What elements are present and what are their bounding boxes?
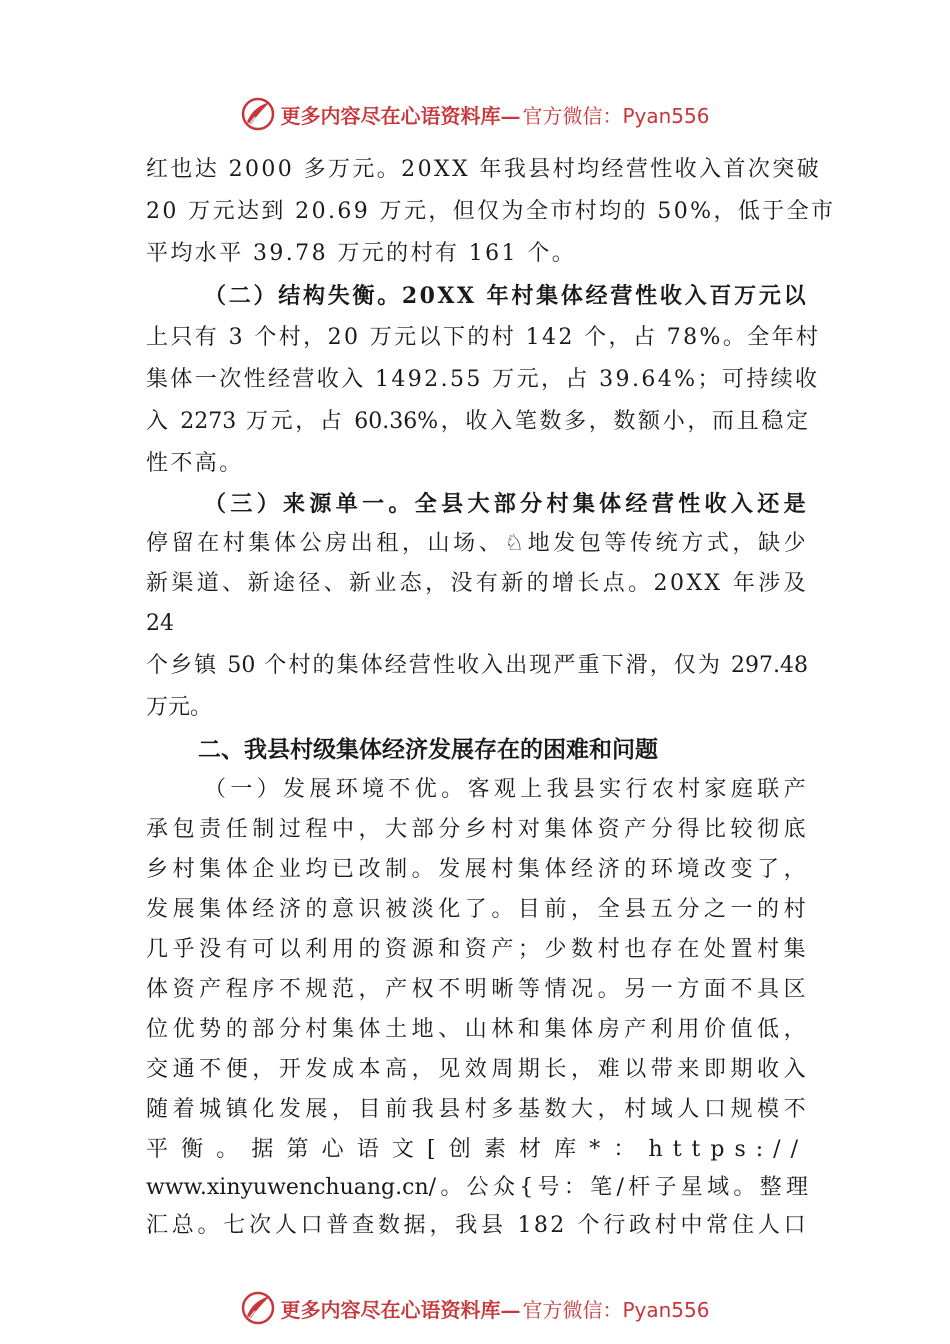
paragraph-line: 24: [146, 611, 174, 636]
paragraph-line: 体资产程序不规范，产权不明晰等情况。另一方面不具区: [146, 977, 808, 1002]
pen-logo-icon: [240, 1290, 276, 1326]
footer-banner: [0, 1288, 950, 1328]
paragraph-line: 平均水平 39.78 万元的村有 161 个。: [146, 241, 577, 266]
pen-logo-icon: [240, 96, 276, 132]
paragraph-line: 平衡。据第心语文[创素材库*：https://: [146, 1137, 808, 1162]
footer-banner-text: 更多内容尽在心语资料库—: [280, 1297, 521, 1322]
paragraph-line: （一）发展环境不优。客观上我县实行农村家庭联产: [204, 777, 808, 802]
header-banner: [0, 94, 950, 134]
header-banner-text: 更多内容尽在心语资料库—: [280, 103, 521, 128]
paragraph-line: 发展集体经济的意识被淡化了。目前，全县五分之一的村: [146, 897, 808, 922]
paragraph-line: 万元。: [146, 695, 213, 720]
footer-wechat-text: 官方微信：Pyan556: [522, 1297, 710, 1322]
paragraph-line: 交通不便，开发成本高，见效周期长，难以带来即期收入: [146, 1057, 808, 1082]
paragraph-line: 20 万元达到 20.69 万元，但仅为全市村均的 50%，低于全市: [146, 199, 836, 224]
paragraph-line: 汇总。七次人口普查数据，我县 182 个行政村中常住人口: [146, 1213, 808, 1238]
section-heading: 二、我县村级集体经济发展存在的困难和问题: [198, 737, 658, 763]
paragraph-line: 随着城镇化发展，目前我县村多基数大，村域人口规模不: [146, 1097, 808, 1122]
paragraph-line: 几乎没有可以利用的资源和资产；少数村也存在处置村集: [146, 937, 808, 962]
paragraph-line: 性不高。: [146, 451, 244, 476]
paragraph-line: 入 2273 万元，占 60.36%，收入笔数多，数额小，而且稳定: [146, 409, 808, 434]
paragraph-line: 集体一次性经营收入 1492.55 万元，占 39.64%；可持续收: [146, 367, 820, 392]
paragraph-line: 上只有 3 个村，20 万元以下的村 142 个，占 78%。全年村: [146, 325, 821, 350]
paragraph-line: 承包责任制过程中，大部分乡村对集体资产分得比较彻底: [146, 817, 808, 842]
paragraph-line: 位优势的部分村集体土地、山林和集体房产利用价值低，: [146, 1017, 808, 1042]
paragraph-line: 乡村集体企业均已改制。发展村集体经济的环境改变了，: [146, 857, 808, 882]
paragraph-line: 停留在村集体公房出租，山场、♘地发包等传统方式，缺少: [146, 531, 808, 556]
paragraph-line: 新渠道、新途径、新业态，没有新的增长点。20XX 年涉及: [146, 571, 808, 596]
header-wechat-text: 官方微信：Pyan556: [522, 103, 710, 128]
paragraph-line: （二）结构失衡。20XX 年村集体经营性收入百万元以: [204, 283, 808, 309]
paragraph-line: 红也达 2000 多万元。20XX 年我县村均经营性收入首次突破: [146, 157, 822, 182]
paragraph-line: 个乡镇 50 个村的集体经营性收入出现严重下滑，仅为 297.48: [146, 653, 808, 678]
paragraph-line: www.xinyuwenchuang.cn/。公众{号：笔/杆子星域。整理: [146, 1175, 808, 1200]
paragraph-line: （三）来源单一。全县大部分村集体经营性收入还是: [204, 491, 808, 517]
